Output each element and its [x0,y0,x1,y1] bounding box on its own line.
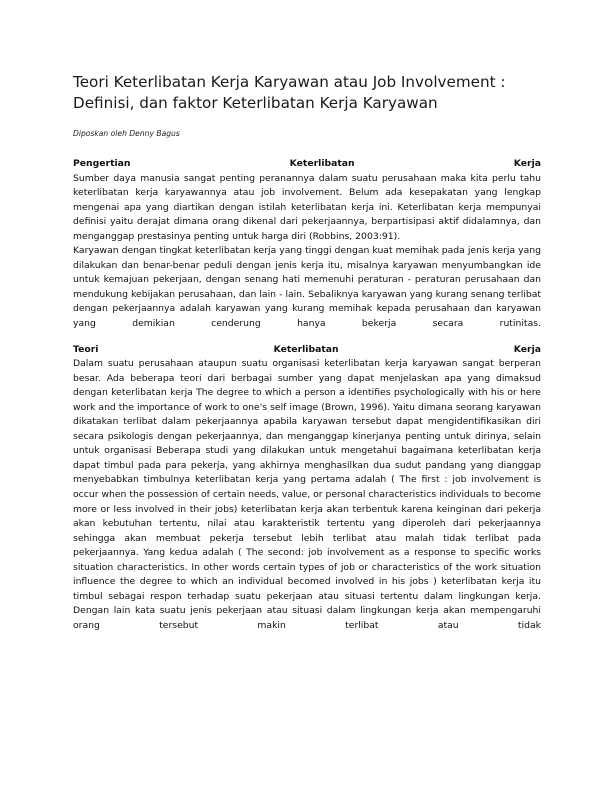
author-line: Diposkan oleh Denny Bagus [73,129,180,138]
heading-word: Pengertian [73,158,131,169]
heading-word: Kerja [513,158,541,169]
heading-word: Kerja [513,343,541,355]
heading-word: Keterlibatan [273,343,339,355]
paragraph: Karyawan dengan tingkat keterlibatan kerja yang tinggi dengan kuat memihak pada jenis kerja yang dilakukan dan benar-benar peduli dengan jenis kerja itu, misalnya karyawan menyumbangkan ide untuk kemajuan pekerjaan, dengan senang hati memenuhi peraturan - peraturan perusahaan dan mendukung kebijakan perusahaan, dan lain - lain. Sebaliknya karyawan yang kurang senang terlibat dengan pekerjaannya adalah karyawan yang kurang memihak kepada perusahaan dan karyawan yang demikian cenderung hanya bekerja secara rutinitas. [73,245,541,330]
paragraph: Dalam suatu perusahaan ataupun suatu organisasi keterlibatan kerja karyawan sangat berperan besar. Ada beberapa teori dari berbagai sumber yang dapat menjelaskan apa yang dimaksud dengan keterlibatan kerja The degree to which a person a identifies psychologically with his or here work and the importance of work to one's self image (Brown, 1996). Yaitu dimana seorang karyawan dikatakan terlibat dalam pekerjaannya apabila karyawan tersebut dapat mengidentifikasikan diri secara psikologis dengan pekerjaannya, dan menganggap kinerjanya penting untuk dirinya, selain untuk organisasi Beberapa studi yang dilakukan untuk mengetahui bagaimana keterlibatan kerja dapat timbul pada para pekerja, yang akhirnya menghasilkan dua sudut pandang yang dianggap menyebabkan timbulnya keterlibatan kerja yang pertama adalah ( The first : job involvement is occur when the possession of certain needs, value, or personal characteristics individuals to become more or less involved in their jobs) keterlibatan kerja akan terbentuk karena keinginan dari pekerja akan kebutuhan tertentu, nilai atau karakteristik tertentu yang diperoleh dari pekerjaannya sehingga akan membuat pekerja tersebut lebih terlibat atau malah tidak terlibat pada pekerjaannya. Yang kedua adalah ( The second: job involvement as a response to specific works situation characteristics. In other words certain types of job or characteristics of the work situation influence the degree to which an individual becomed involved in his jobs ) keterlibatan kerja itu timbul sebagai respon terhadap suatu pekerjaan atau situasi tertentu dalam lingkungan kerja. Dengan lain kata suatu jenis pekerjaan atau situasi dalam lingkungan kerja akan mempengaruhi orang tersebut makin terlibat atau tidak [73,358,541,631]
section-pengertian [73,157,541,332]
heading-word: Teori [73,343,99,355]
paragraph: Sumber daya manusia sangat penting peranannya dalam suatu perusahaan maka kita perlu tahu keterlibatan kerja karyawannya atau job involvement. Belum ada kesepakatan yang lengkap mengenai apa yang diartikan dengan istilah keterlibatan kerja ini. Keterlibatan kerja mempunyai definisi yaitu derajat dimana orang dikenal dari pekerjaannya, berpartisipasi aktif didalamnya, dan menganggap prestasinya penting untuk harga diri (Robbins, 2003:91). [73,172,541,242]
section-heading [73,343,541,358]
document-title: Teori Keterlibatan Kerja Karyawan atau Job Involvement : Definisi, dan faktor Keterlibatan Kerja Karyawan [73,73,506,112]
heading-word: Keterlibatan [289,158,355,169]
section-heading [73,157,541,172]
section-teori [73,343,541,634]
